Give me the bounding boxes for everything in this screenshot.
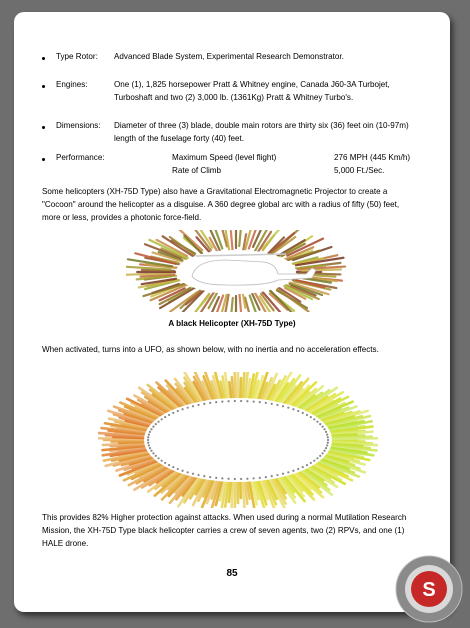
spec-type-rotor-value: Advanced Blade System, Experimental Research Demonstrator.	[114, 52, 344, 61]
bullet	[42, 85, 45, 88]
paragraph-line: When activated, turns into a UFO, as shown below, with no inertia and no acceleration effects.	[42, 345, 379, 354]
spec-type-rotor-label: Type Rotor:	[56, 52, 98, 61]
spec-engines-line2: Turboshaft and two (2) 3,000 lb. (1361Kg) Pratt & Whitney Turbo's.	[114, 93, 354, 102]
spec-engines-line1: One (1), 1,825 horsepower Pratt & Whitney engine, Canada J60-3A Turbojet,	[114, 80, 390, 89]
paragraph-line: This provides 82% Higher protection against attacks. When used during a normal Mutilation Research	[42, 513, 407, 522]
paragraph-line: Some helicopters (XH-75D Type) also have a Gravitational Electromagnetic Projector to create a	[42, 187, 388, 196]
spec-dimensions-line2: length of the fuselage forty (40) feet.	[114, 134, 245, 143]
svg-text:S: S	[422, 579, 436, 601]
spec-dimensions-label: Dimensions:	[56, 121, 101, 130]
performance-row-name: Maximum Speed (level flight)	[172, 153, 277, 162]
figure-caption: A black Helicopter (XH-75D Type)	[168, 319, 296, 328]
bullet	[42, 57, 45, 60]
performance-row-value: 276 MPH (445 Km/h)	[334, 153, 411, 162]
bullet	[42, 126, 45, 129]
paragraph-line: HALE drone.	[42, 539, 89, 548]
ufo-cocoon-image	[98, 372, 378, 508]
helicopter-image	[126, 230, 346, 312]
spec-dimensions-line1: Diameter of three (3) blade, double main rotors are thirty six (36) feet oin (10-97m)	[114, 121, 409, 130]
site-watermark-logo	[394, 554, 464, 624]
paragraph-line: "Cocoon" around the helicopter as a disguise. A 360 degree global arc with a radius of fifty (50) feet,	[42, 200, 400, 209]
bullet	[42, 158, 45, 161]
spec-performance-label: Performance:	[56, 153, 105, 162]
spec-engines-label: Engines:	[56, 80, 88, 89]
performance-row-value: 5,000 Ft./Sec.	[334, 166, 385, 175]
paragraph-line: Mission, the XH-75D Type black helicopter carries a crew of seven agents, two (2) RPVs, and one (1)	[42, 526, 405, 535]
performance-row-name: Rate of Climb	[172, 166, 222, 175]
page-number: 85	[226, 568, 238, 579]
paragraph-line: more or less, provides a photonic force-field.	[42, 213, 202, 222]
document-page	[14, 12, 450, 612]
